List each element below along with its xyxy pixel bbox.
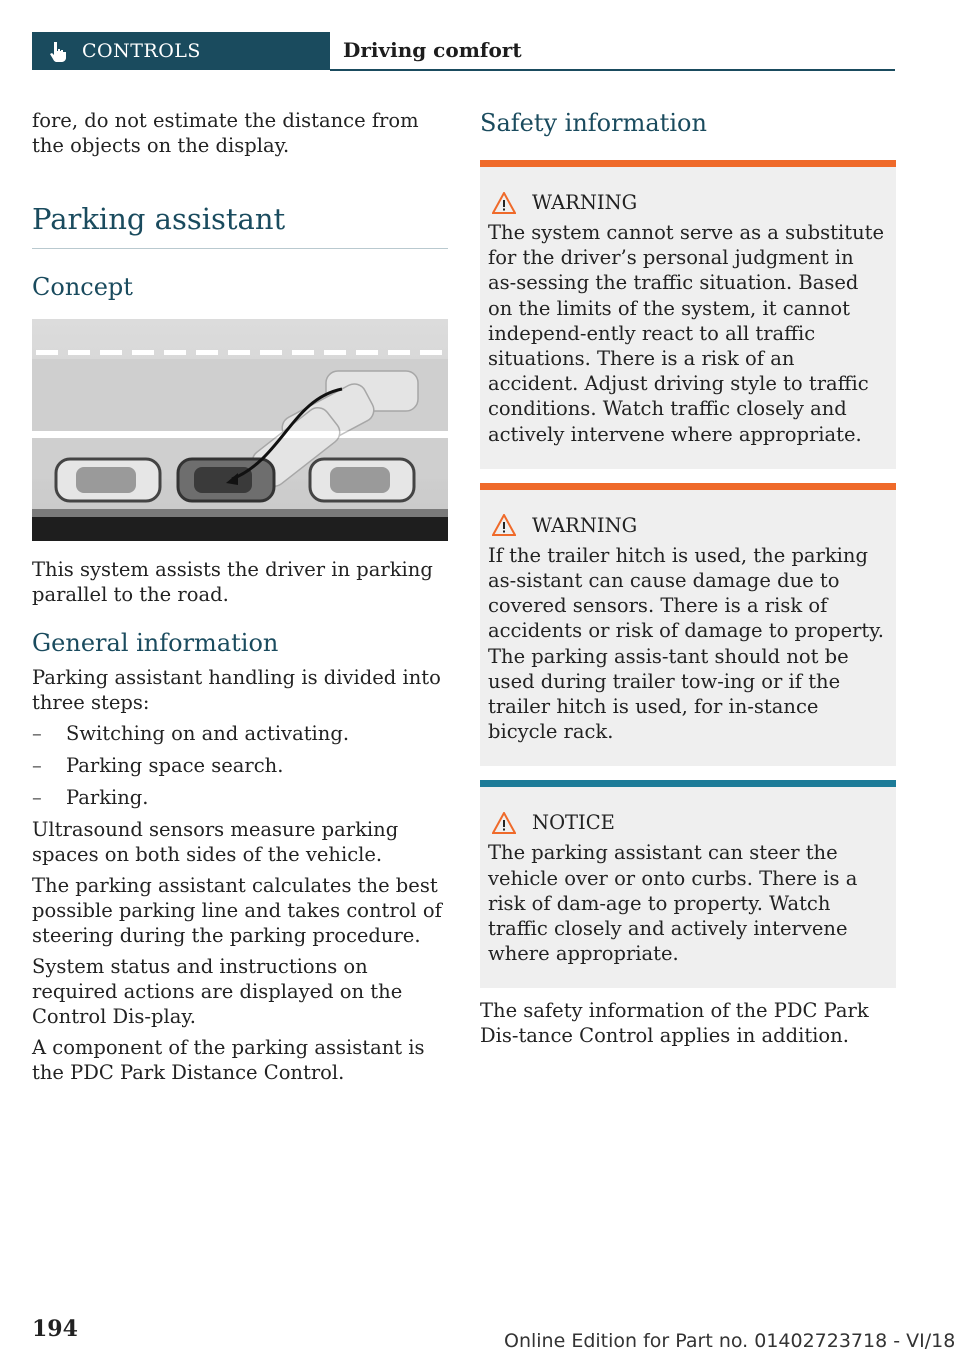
- list-item: – Switching on and activating.: [32, 722, 350, 745]
- paragraph: A component of the parking assistant is the PDC Park Distance Control.: [32, 1036, 425, 1084]
- box-label: WARNING: [532, 191, 638, 214]
- concept-heading: Concept: [32, 273, 133, 301]
- box-text: The system cannot serve as a substitute for the driver’s personal judgment in as-sessing the traffic situation. Based on the limits of the system, it cannot independ-ently react to all traffic situations. There is a risk of an accident. Adjust driving style to traffic conditions. Watch traffic closely and actively intervene where appropriate.: [488, 221, 885, 446]
- page-number: 194: [32, 1316, 78, 1342]
- header-rule: [330, 69, 895, 71]
- section-label: CONTROLS: [82, 40, 201, 62]
- safety-heading: Safety information: [480, 109, 707, 137]
- intro-text: fore, do not estimate the distance from the objects on the display.: [32, 109, 419, 157]
- footer-note: Online Edition for Part no. 01402723718 - VI/18: [504, 1330, 956, 1352]
- car-left-icon: [56, 459, 160, 501]
- left-column: [32, 108, 448, 1085]
- steps-list: [32, 721, 448, 810]
- box-label: WARNING: [532, 513, 638, 537]
- paragraph: The parking assistant calculates the best possible parking line and takes control of steering during the parking procedure.: [32, 874, 442, 947]
- pointing-hand-icon: [48, 40, 70, 62]
- box-label: NOTICE: [532, 811, 615, 835]
- parking-illustration: [32, 319, 448, 541]
- notice-box: [480, 780, 896, 988]
- box-text: If the trailer hitch is used, the parking as-sistant can cause damage due to covered sensors. There is a risk of accidents or risk of damage to property. The parking assis-tant should not be used during trailer tow-ing or if the trailer hitch is used, for in-stance bicycle rack.: [488, 543, 884, 744]
- paragraph: System status and instructions on required actions are displayed on the Control Dis-play.: [32, 955, 403, 1028]
- paragraph: Ultrasound sensors measure parking spaces on both sides of the vehicle.: [32, 818, 399, 866]
- general-heading: General information: [32, 629, 279, 657]
- list-item: – Parking space search.: [32, 754, 284, 777]
- warning-triangle-icon: [492, 514, 516, 536]
- closing-text: The safety information of the PDC Park Dis-tance Control applies in addition.: [480, 999, 869, 1048]
- concept-text: This system assists the driver in parking parallel to the road.: [32, 558, 433, 606]
- warning-box: [480, 483, 896, 767]
- notice-triangle-icon: [492, 812, 516, 834]
- box-text: The parking assistant can steer the vehicle over or onto curbs. There is a risk of dam-age to property. Watch traffic closely and actively intervene where appropriate.: [488, 841, 858, 966]
- right-column: [480, 108, 896, 1048]
- warning-box: [480, 160, 896, 469]
- list-item: – Parking.: [32, 786, 149, 809]
- car-parking-icon: [178, 459, 274, 501]
- warning-triangle-icon: [492, 192, 516, 214]
- general-text: Parking assistant handling is divided into three steps:: [32, 666, 441, 714]
- car-right-icon: [310, 459, 414, 501]
- section-heading: Parking assistant: [32, 202, 448, 249]
- section-tab: [32, 32, 330, 70]
- chapter-title: Driving comfort: [343, 38, 522, 62]
